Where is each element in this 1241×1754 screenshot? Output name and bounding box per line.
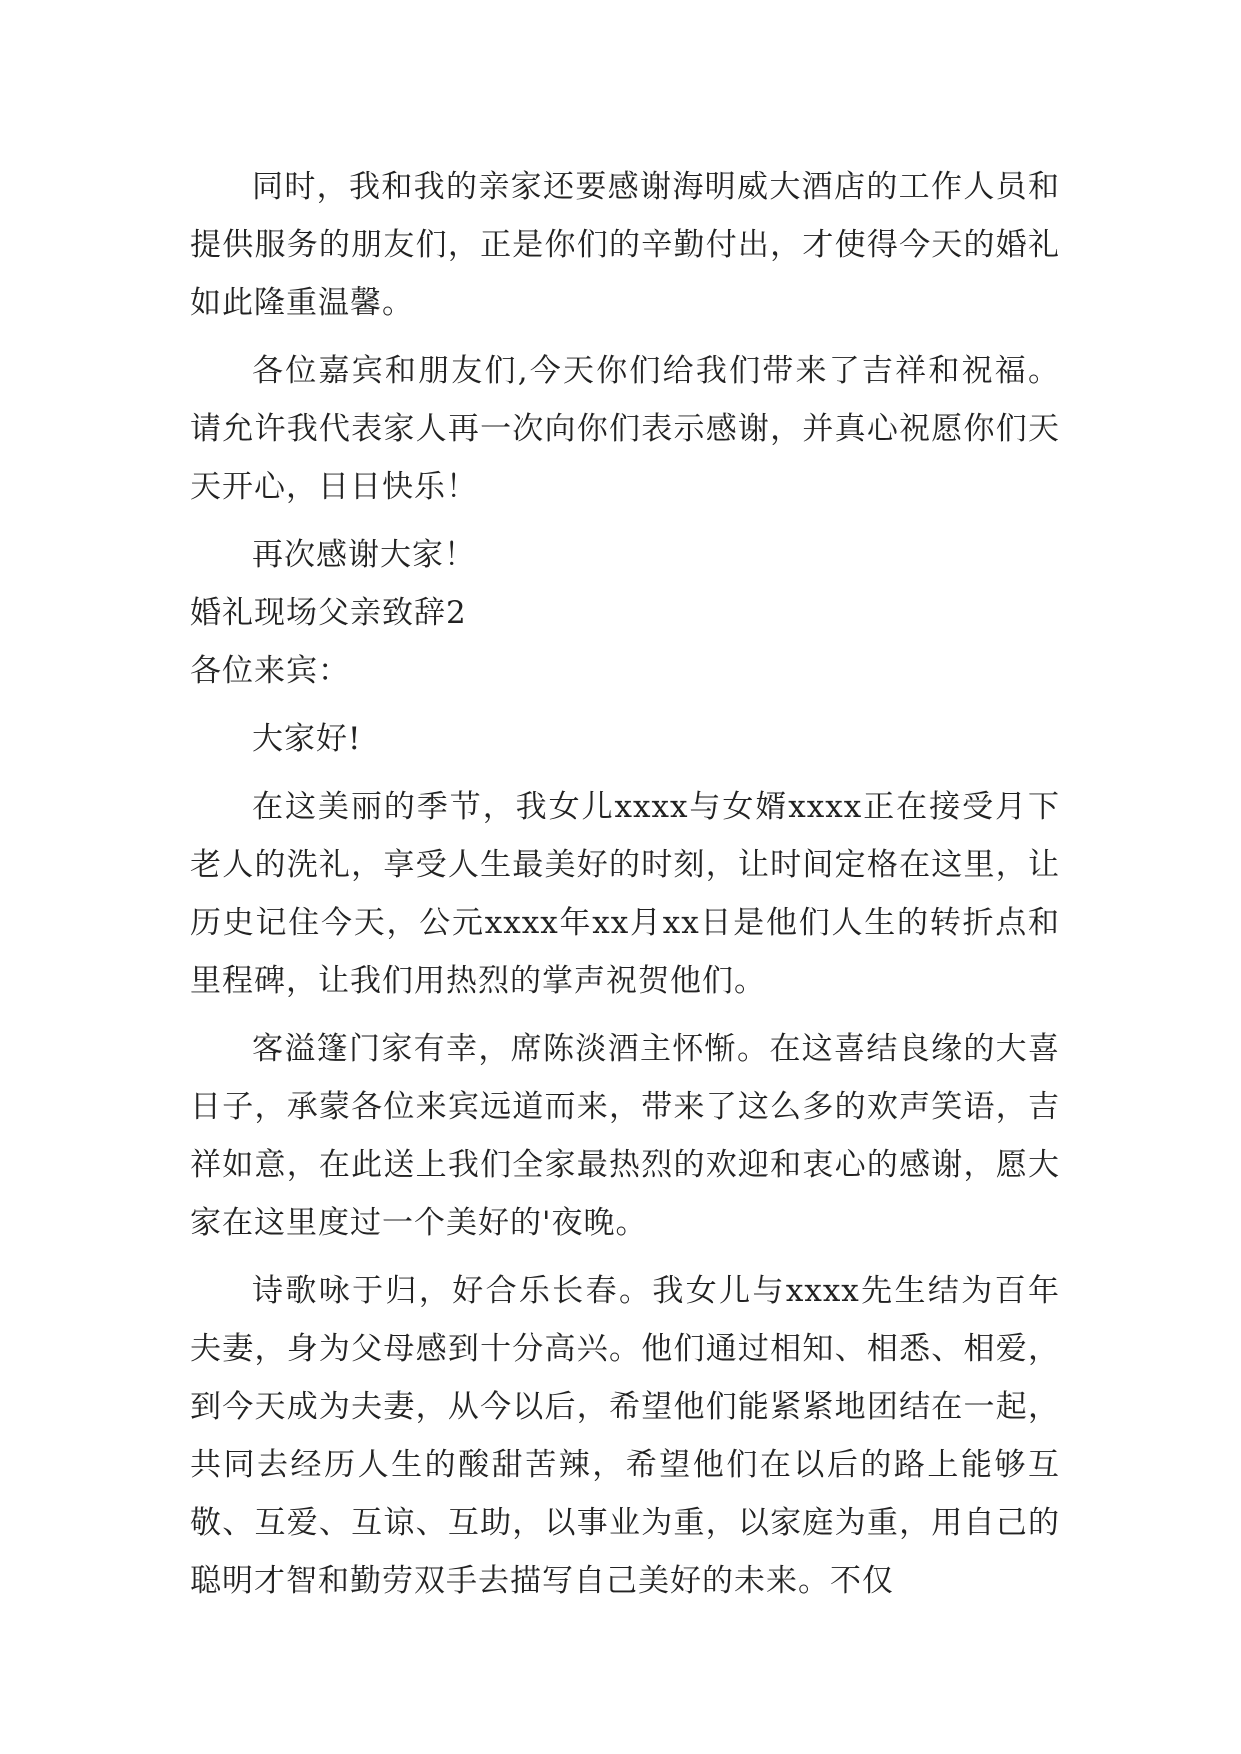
paragraph-closing-thanks: 再次感谢大家！: [252, 537, 476, 573]
paragraph-welcome-guests: 客溢篷门家有幸，席陈淡酒主怀惭。在这喜结良缘的大喜日子，承蒙各位来宾远道而来，带来了这么多的欢声笑语，吉祥如意，在此送上我们全家最热烈的欢迎和衷心的感谢，愿大家在这里度过一个美好的'夜晚。: [190, 1031, 1060, 1241]
paragraph-wedding-day: 在这美丽的季节，我女儿xxxx与女婿xxxx正在接受月下老人的洗礼，享受人生最美好的时刻，让时间定格在这里，让历史记住今天，公元xxxx年xx月xx日是他们人生的转折点和里程碑，让我们用热烈的掌声祝贺他们。: [190, 789, 1060, 999]
paragraph-thanks-staff: 同时，我和我的亲家还要感谢海明威大酒店的工作人员和提供服务的朋友们，正是你们的辛勤付出，才使得今天的婚礼如此隆重温馨。: [190, 169, 1060, 321]
salutation: 各位来宾：: [190, 653, 350, 689]
greeting: 大家好!: [252, 721, 362, 757]
section-title: 婚礼现场父亲致辞2: [190, 595, 467, 631]
paragraph-thanks-guests: 各位嘉宾和朋友们,今天你们给我们带来了吉祥和祝福。请允许我代表家人再一次向你们表示感谢，并真心祝愿你们天天开心，日日快乐！: [190, 353, 1060, 505]
document-body: [190, 158, 1060, 1610]
paragraph-blessing: 诗歌咏于归，好合乐长春。我女儿与xxxx先生结为百年夫妻，身为父母感到十分高兴。他们通过相知、相悉、相爱，到今天成为夫妻，从今以后，希望他们能紧紧地团结在一起，共同去经历人生的酸甜苦辣，希望他们在以后的路上能够互敬、互爱、互谅、互助，以事业为重，以家庭为重，用自己的聪明才智和勤劳双手去描写自己美好的未来。不仅: [190, 1273, 1060, 1599]
